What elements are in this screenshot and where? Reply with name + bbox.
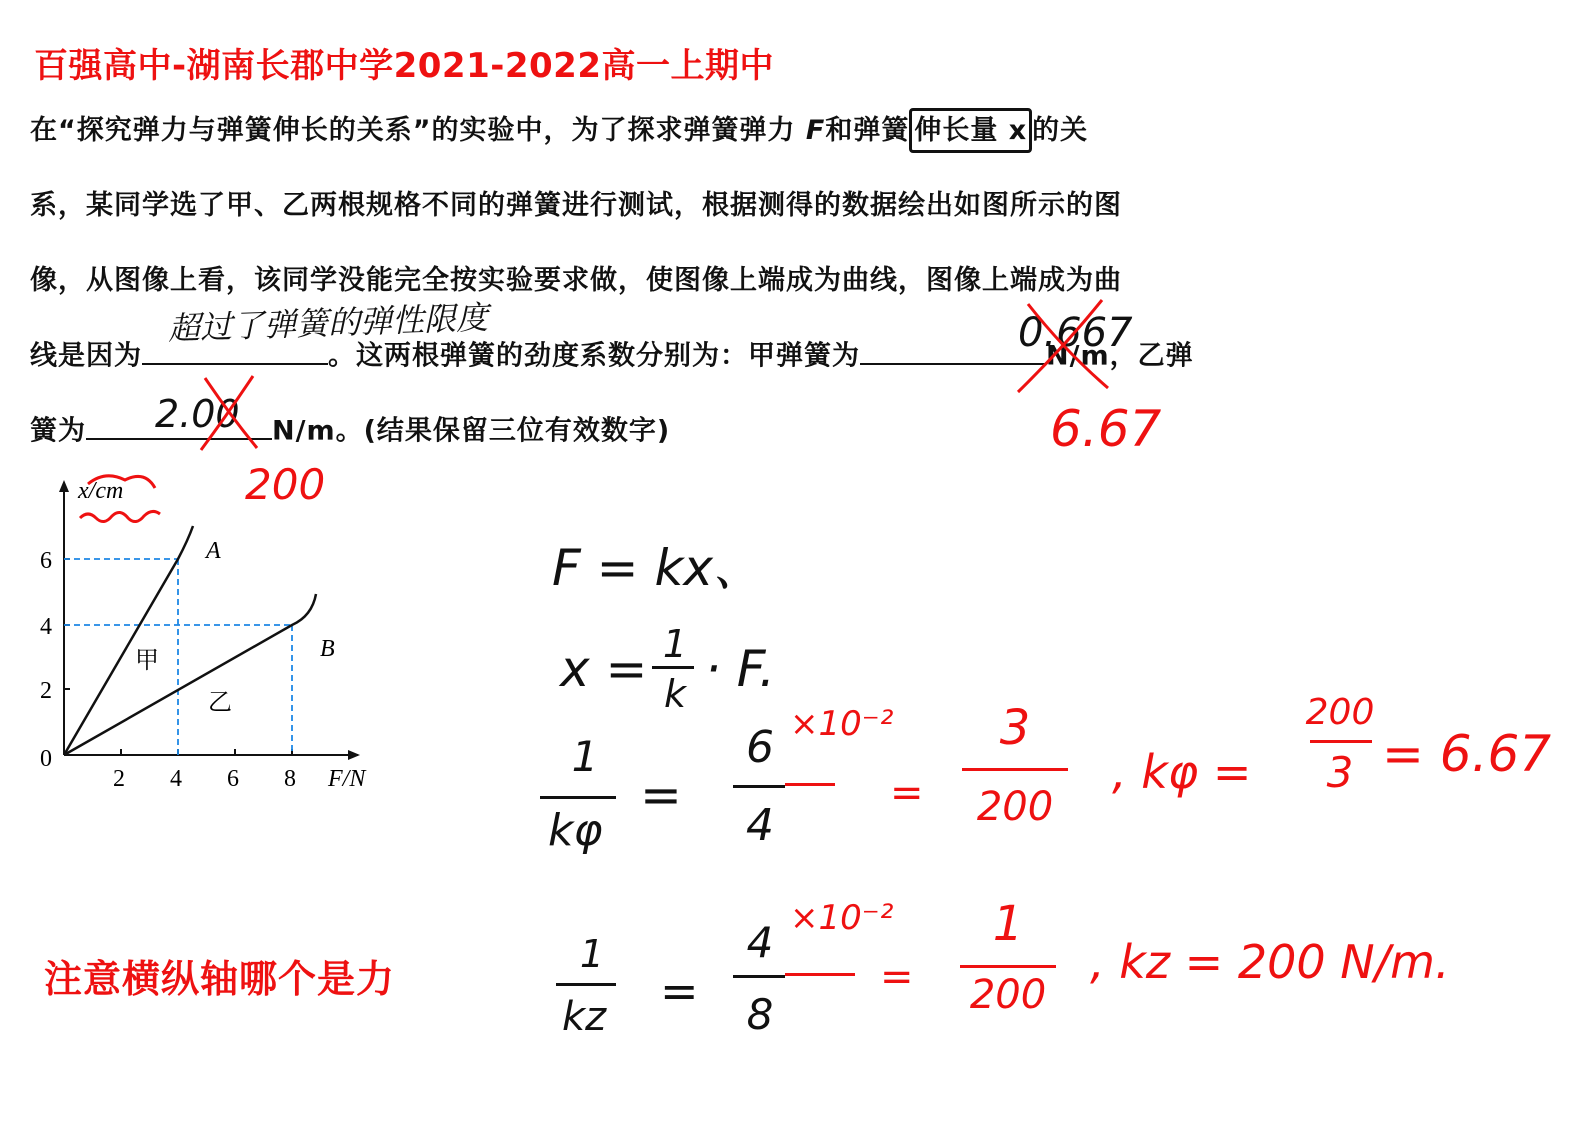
work-eq3-num: 6: [746, 722, 774, 773]
y-tick-label: 4: [40, 614, 52, 640]
y-axis-arrow: [59, 480, 69, 492]
cross-out-mark: [195, 370, 265, 455]
y-tick-label: 0: [40, 746, 52, 772]
fraction-bar: [540, 796, 616, 799]
problem-text: N/m。(结果保留三位有效数字): [272, 415, 671, 447]
cross-out-mark: [1010, 296, 1120, 396]
y-tick-label: 6: [40, 548, 52, 574]
fraction-bar: [733, 975, 785, 978]
work-eq4-res-num: 1: [992, 896, 1024, 952]
red-squiggle-mark: [80, 511, 160, 521]
problem-text: 簧为: [30, 415, 86, 447]
x-tick-label: 2: [113, 766, 125, 792]
work-eq4-res-den: 200: [969, 972, 1047, 1018]
x-tick-label: 8: [284, 766, 296, 792]
boxed-term: 伸长量 x: [909, 108, 1032, 153]
handwritten-k-yi-wrong: 2.00: [155, 392, 240, 436]
x-tick-label: 4: [170, 766, 182, 792]
x-tick-label: 6: [227, 766, 239, 792]
work-eq2-rhs: · F.: [705, 640, 775, 698]
work-eq1: F = kx、: [552, 539, 763, 597]
problem-line-5: [30, 408, 670, 448]
work-eq3-res-num: 3: [999, 700, 1031, 756]
curve-a: [64, 526, 193, 755]
fraction-bar: [733, 785, 785, 788]
work-eq4-num: 4: [746, 918, 774, 967]
axis-note: 注意横纵轴哪个是力: [44, 957, 396, 1001]
work-eq2-num: 1: [662, 622, 688, 666]
problem-text: 。这两根弹簧的劲度系数分别为：甲弹簧为: [328, 340, 860, 372]
work-eq2-lhs: x =: [560, 640, 648, 698]
dashed-guides: [64, 559, 292, 755]
work-eq-sign: =: [890, 770, 924, 816]
work-eq3-k-label: , kφ =: [1112, 745, 1252, 799]
region-label-yi: 乙: [208, 690, 232, 716]
work-one: 1: [579, 932, 605, 976]
problem-text: 和弹簧: [825, 115, 910, 146]
curve-a-label: A: [206, 538, 221, 564]
fraction-bar: [962, 768, 1068, 771]
problem-text: 的关: [1032, 115, 1089, 146]
handwritten-k-jia-correct: 6.67: [1050, 400, 1162, 458]
work-one: 1: [571, 732, 599, 781]
work-eq3-k-num: 200: [1305, 692, 1375, 733]
fraction-bar: [652, 666, 694, 669]
curve-b: [64, 594, 316, 755]
work-k-jia: kφ: [548, 805, 603, 856]
fraction-bar: [785, 973, 855, 976]
work-eq-sign: =: [640, 766, 682, 824]
x-axis-arrow: [348, 750, 360, 760]
region-label-jia: 甲: [135, 648, 159, 674]
fraction-bar: [556, 983, 616, 986]
spring-graph: [30, 470, 400, 800]
work-exp: ×10⁻²: [790, 704, 894, 744]
work-k-yi: kz: [562, 994, 607, 1040]
handwritten-k-jia-wrong: 0.667: [1018, 310, 1133, 356]
y-axis-label: x/cm: [78, 478, 124, 504]
x-axis-label: F/N: [328, 766, 366, 792]
problem-line-3: 像，从图像上看，该同学没能完全按实验要求做，使图像上端成为曲线，图像上端成为曲: [30, 265, 1122, 296]
work-eq3-den: 4: [746, 800, 774, 851]
problem-text: N/m，乙弹: [1046, 340, 1194, 372]
work-eq-sign: =: [880, 954, 914, 1000]
handwritten-k-yi-correct: 200: [245, 460, 326, 509]
problem-text: 线是因为: [30, 340, 142, 372]
fraction-bar: [785, 783, 835, 786]
work-eq3-k-den: 3: [1326, 748, 1354, 797]
work-eq-sign: =: [660, 964, 699, 1018]
problem-line-2: 系，某同学选了甲、乙两根规格不同的弹簧进行测试，根据测得的数据绘出如图所示的图: [30, 190, 1122, 221]
handwritten-reason: 超过了弹簧的弹性限度: [167, 298, 489, 348]
work-eq4-den: 8: [746, 990, 774, 1039]
work-eq2-den: k: [663, 672, 686, 716]
problem-line-1: [30, 108, 1088, 147]
y-tick-label: 2: [40, 678, 52, 704]
fraction-bar: [1310, 740, 1372, 743]
page-title: 百强高中-湖南长郡中学2021-2022高一上期中: [34, 46, 774, 86]
problem-text: 在“探究弹力与弹簧伸长的关系”的实验中，为了探求弹簧弹力: [30, 115, 806, 146]
work-eq3-k-val: = 6.67: [1382, 725, 1552, 783]
curve-b-label: B: [320, 636, 335, 662]
work-eq3-res-den: 200: [976, 784, 1054, 830]
work-eq4-k-text: , kz = 200 N/m.: [1090, 935, 1450, 989]
work-exp: ×10⁻²: [790, 898, 894, 938]
fraction-bar: [960, 965, 1056, 968]
force-symbol: F: [805, 115, 826, 146]
